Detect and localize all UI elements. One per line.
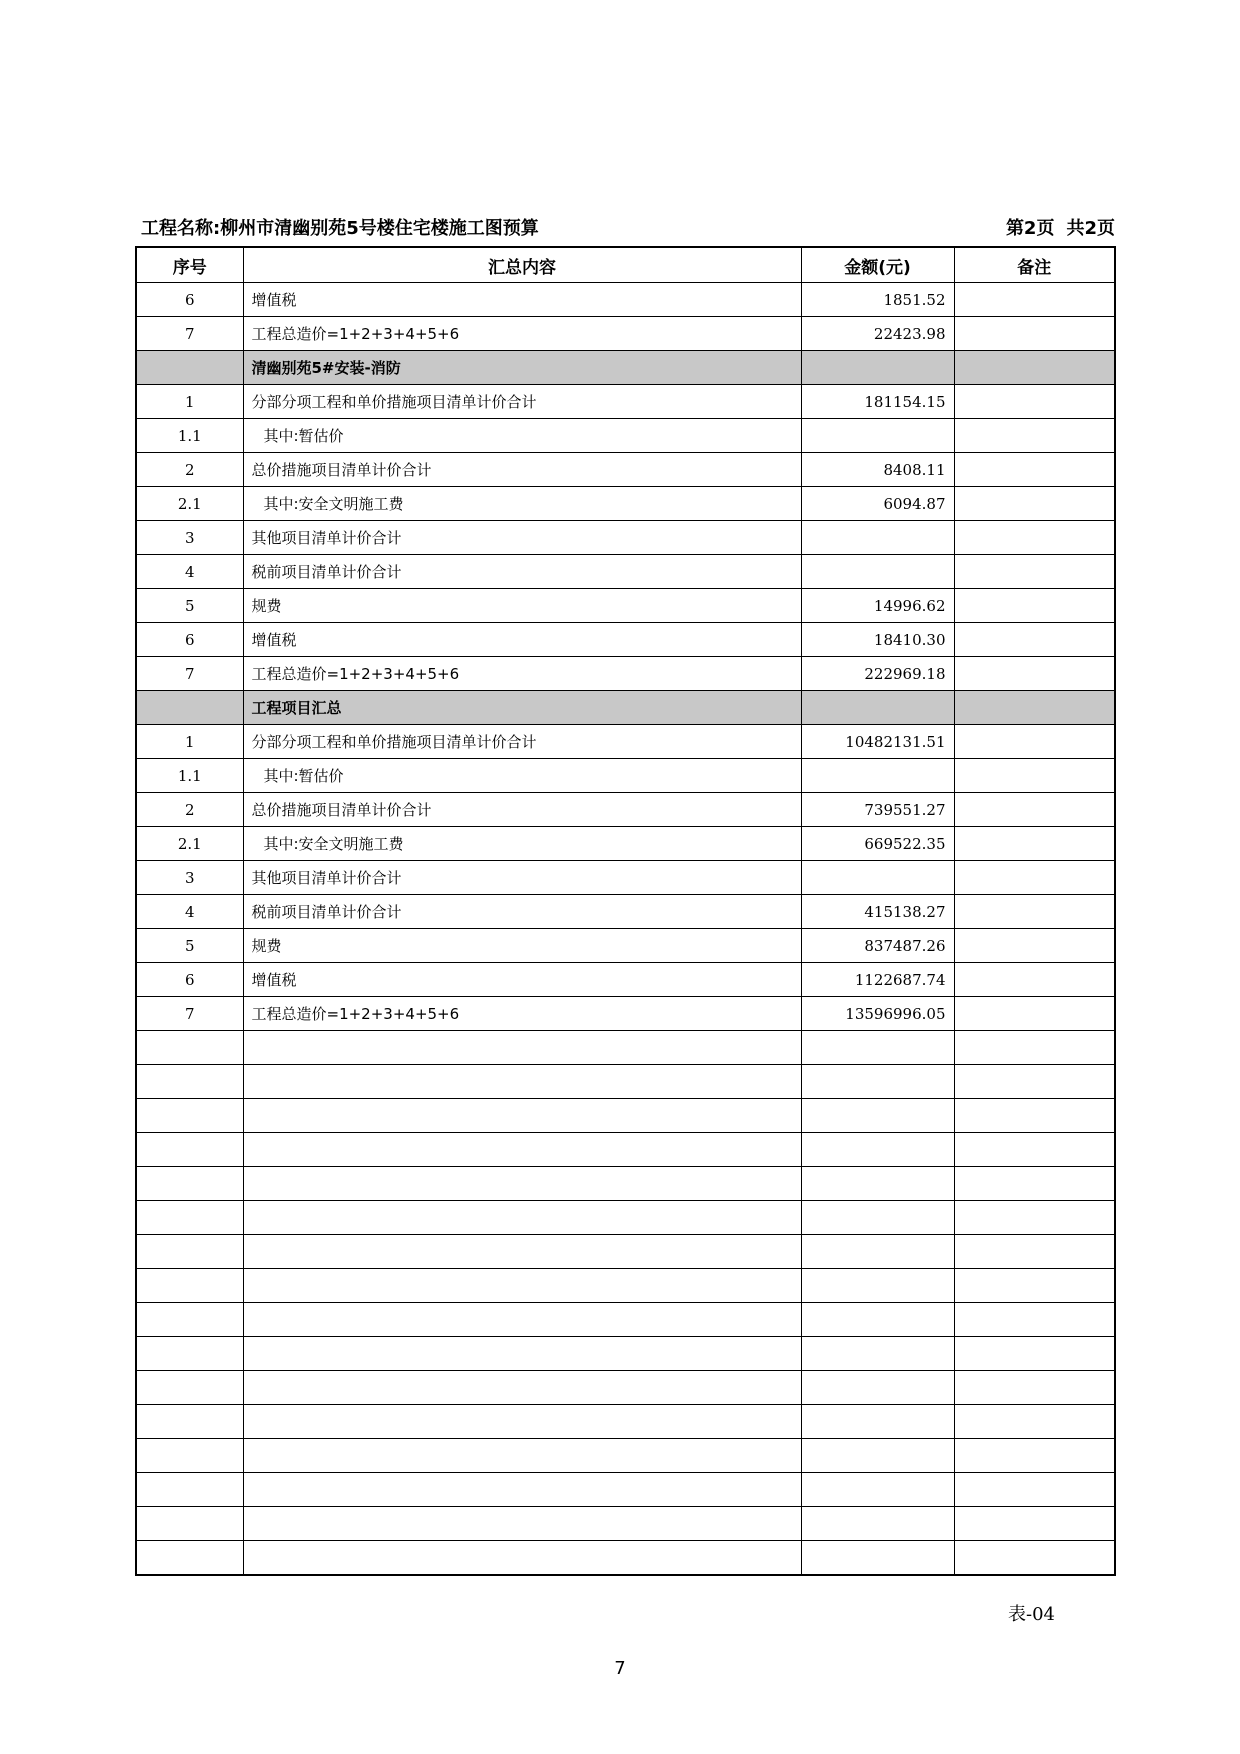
cell-seq (136, 1303, 243, 1337)
cell-seq (136, 351, 243, 385)
form-number: 表-04 (1008, 1604, 1055, 1625)
cell-amount (801, 1201, 954, 1235)
table-row (136, 487, 1115, 521)
cell-amount: 6094.87 (801, 487, 954, 521)
cell-seq: 7 (136, 317, 243, 351)
cell-content (243, 1473, 801, 1507)
table-row (136, 419, 1115, 453)
cell-seq: 2 (136, 793, 243, 827)
table-row (136, 589, 1115, 623)
project-title: 工程名称:柳州市清幽别苑5号楼住宅楼施工图预算 (141, 218, 539, 239)
cell-note (954, 1031, 1115, 1065)
cell-seq (136, 691, 243, 725)
cell-content: 增值税 (243, 283, 801, 317)
cell-content (243, 1201, 801, 1235)
cell-content (243, 1235, 801, 1269)
cell-note (954, 1405, 1115, 1439)
cell-amount: 18410.30 (801, 623, 954, 657)
cell-note (954, 1371, 1115, 1405)
table-row (136, 997, 1115, 1031)
cell-amount (801, 1439, 954, 1473)
table-row (136, 385, 1115, 419)
cell-amount: 669522.35 (801, 827, 954, 861)
cell-amount: 222969.18 (801, 657, 954, 691)
cell-content: 其中:安全文明施工费 (243, 827, 801, 861)
column-header-amount: 金额(元) (801, 247, 954, 283)
cell-note (954, 555, 1115, 589)
page-info (1006, 214, 1115, 240)
cell-amount (801, 1167, 954, 1201)
table-row (136, 1473, 1115, 1507)
section-row (136, 351, 1115, 385)
cell-content (243, 1439, 801, 1473)
table-row (136, 555, 1115, 589)
cell-seq (136, 1473, 243, 1507)
cell-amount (801, 1065, 954, 1099)
cell-amount (801, 1099, 954, 1133)
cell-content: 规费 (243, 929, 801, 963)
section-row (136, 691, 1115, 725)
cell-seq (136, 1099, 243, 1133)
cell-seq: 1 (136, 725, 243, 759)
cell-content (243, 1167, 801, 1201)
table-row (136, 1303, 1115, 1337)
table-header-row (136, 247, 1115, 283)
table-row (136, 929, 1115, 963)
cell-content (243, 1541, 801, 1576)
cell-seq: 4 (136, 895, 243, 929)
cell-amount: 14996.62 (801, 589, 954, 623)
cell-content (243, 1031, 801, 1065)
cell-note (954, 895, 1115, 929)
cell-amount (801, 1507, 954, 1541)
cell-note (954, 827, 1115, 861)
cell-amount: 1122687.74 (801, 963, 954, 997)
cell-note (954, 1303, 1115, 1337)
cell-amount (801, 1303, 954, 1337)
cell-note (954, 1473, 1115, 1507)
cell-seq: 6 (136, 283, 243, 317)
cell-seq: 6 (136, 963, 243, 997)
cell-note (954, 1269, 1115, 1303)
cell-content: 其中:暂估价 (243, 759, 801, 793)
document-header (137, 214, 1115, 242)
cell-note (954, 521, 1115, 555)
cell-content: 税前项目清单计价合计 (243, 895, 801, 929)
cell-content: 其中:安全文明施工费 (243, 487, 801, 521)
cell-content: 工程总造价=1+2+3+4+5+6 (243, 317, 801, 351)
table-row (136, 283, 1115, 317)
cell-seq (136, 1065, 243, 1099)
cell-note (954, 385, 1115, 419)
cell-content (243, 1303, 801, 1337)
cell-seq: 1 (136, 385, 243, 419)
cell-seq: 2.1 (136, 827, 243, 861)
cell-seq (136, 1439, 243, 1473)
page-total: 共2页 (1066, 218, 1115, 239)
cell-seq: 4 (136, 555, 243, 589)
table-row (136, 453, 1115, 487)
cell-note (954, 1201, 1115, 1235)
table-row (136, 1337, 1115, 1371)
cell-seq (136, 1133, 243, 1167)
column-header-seq: 序号 (136, 247, 243, 283)
cell-amount (801, 521, 954, 555)
cell-note (954, 691, 1115, 725)
cell-seq (136, 1371, 243, 1405)
cell-seq (136, 1269, 243, 1303)
cell-note (954, 997, 1115, 1031)
cell-amount (801, 1337, 954, 1371)
cell-note (954, 1167, 1115, 1201)
cell-content: 规费 (243, 589, 801, 623)
cell-note (954, 1337, 1115, 1371)
cell-note (954, 453, 1115, 487)
cell-seq (136, 1031, 243, 1065)
cell-seq: 1.1 (136, 419, 243, 453)
cell-amount (801, 1235, 954, 1269)
cell-content: 其中:暂估价 (243, 419, 801, 453)
cell-seq (136, 1201, 243, 1235)
cell-note (954, 589, 1115, 623)
cell-seq: 7 (136, 657, 243, 691)
cell-content: 分部分项工程和单价措施项目清单计价合计 (243, 385, 801, 419)
table-row (136, 1405, 1115, 1439)
cell-seq: 6 (136, 623, 243, 657)
cell-amount (801, 1541, 954, 1576)
table-row (136, 1133, 1115, 1167)
cell-content: 增值税 (243, 623, 801, 657)
summary-table (135, 246, 1116, 1576)
page-current: 第2页 (1005, 218, 1055, 239)
cell-content: 工程总造价=1+2+3+4+5+6 (243, 657, 801, 691)
table-row (136, 895, 1115, 929)
cell-note (954, 317, 1115, 351)
cell-seq: 7 (136, 997, 243, 1031)
cell-content (243, 1507, 801, 1541)
cell-amount (801, 1405, 954, 1439)
cell-content: 增值税 (243, 963, 801, 997)
table-row (136, 1031, 1115, 1065)
cell-content: 分部分项工程和单价措施项目清单计价合计 (243, 725, 801, 759)
cell-amount (801, 1371, 954, 1405)
cell-note (954, 419, 1115, 453)
cell-content: 税前项目清单计价合计 (243, 555, 801, 589)
cell-note (954, 1099, 1115, 1133)
cell-content: 工程项目汇总 (243, 691, 801, 725)
table-row (136, 793, 1115, 827)
cell-note (954, 725, 1115, 759)
cell-note (954, 861, 1115, 895)
cell-content (243, 1099, 801, 1133)
cell-amount (801, 759, 954, 793)
cell-amount (801, 1473, 954, 1507)
cell-content (243, 1405, 801, 1439)
table-row (136, 521, 1115, 555)
cell-amount: 8408.11 (801, 453, 954, 487)
table-row (136, 657, 1115, 691)
cell-content (243, 1133, 801, 1167)
cell-seq: 3 (136, 861, 243, 895)
cell-amount: 22423.98 (801, 317, 954, 351)
cell-note (954, 623, 1115, 657)
cell-amount (801, 861, 954, 895)
cell-seq (136, 1405, 243, 1439)
cell-amount: 837487.26 (801, 929, 954, 963)
page-number: 7 (614, 1658, 626, 1679)
cell-amount (801, 419, 954, 453)
table-row (136, 1439, 1115, 1473)
cell-note (954, 657, 1115, 691)
cell-note (954, 1439, 1115, 1473)
cell-content: 清幽别苑5#安装-消防 (243, 351, 801, 385)
cell-amount: 739551.27 (801, 793, 954, 827)
cell-amount: 13596996.05 (801, 997, 954, 1031)
cell-seq (136, 1235, 243, 1269)
cell-seq (136, 1167, 243, 1201)
table-row (136, 827, 1115, 861)
cell-seq (136, 1541, 243, 1576)
column-header-note: 备注 (954, 247, 1115, 283)
cell-content: 其他项目清单计价合计 (243, 521, 801, 555)
cell-amount (801, 1031, 954, 1065)
cell-seq (136, 1507, 243, 1541)
cell-amount: 1851.52 (801, 283, 954, 317)
cell-note (954, 793, 1115, 827)
cell-note (954, 1507, 1115, 1541)
cell-note (954, 487, 1115, 521)
table-row (136, 1167, 1115, 1201)
table-row (136, 1541, 1115, 1576)
table-row (136, 623, 1115, 657)
cell-note (954, 1065, 1115, 1099)
cell-amount (801, 351, 954, 385)
table-row (136, 963, 1115, 997)
table-row (136, 317, 1115, 351)
table-row (136, 1269, 1115, 1303)
cell-amount: 415138.27 (801, 895, 954, 929)
table-row (136, 759, 1115, 793)
cell-content: 总价措施项目清单计价合计 (243, 453, 801, 487)
cell-amount: 181154.15 (801, 385, 954, 419)
cell-content (243, 1269, 801, 1303)
cell-content (243, 1065, 801, 1099)
cell-note (954, 1541, 1115, 1576)
table-body (136, 283, 1115, 1576)
cell-content (243, 1337, 801, 1371)
table-row (136, 725, 1115, 759)
cell-seq: 2 (136, 453, 243, 487)
cell-seq: 5 (136, 589, 243, 623)
cell-seq: 2.1 (136, 487, 243, 521)
cell-content: 工程总造价=1+2+3+4+5+6 (243, 997, 801, 1031)
cell-amount (801, 1269, 954, 1303)
table-row (136, 1507, 1115, 1541)
cell-amount: 10482131.51 (801, 725, 954, 759)
table-row (136, 1371, 1115, 1405)
cell-content (243, 1371, 801, 1405)
cell-seq (136, 1337, 243, 1371)
column-header-content: 汇总内容 (243, 247, 801, 283)
cell-amount (801, 691, 954, 725)
cell-note (954, 1235, 1115, 1269)
cell-note (954, 759, 1115, 793)
cell-amount (801, 555, 954, 589)
table-row (136, 1235, 1115, 1269)
cell-note (954, 351, 1115, 385)
cell-note (954, 929, 1115, 963)
cell-content: 其他项目清单计价合计 (243, 861, 801, 895)
cell-content: 总价措施项目清单计价合计 (243, 793, 801, 827)
table-row (136, 1099, 1115, 1133)
table-row (136, 1065, 1115, 1099)
cell-note (954, 963, 1115, 997)
cell-seq: 5 (136, 929, 243, 963)
table-row (136, 861, 1115, 895)
cell-amount (801, 1133, 954, 1167)
cell-seq: 3 (136, 521, 243, 555)
table-row (136, 1201, 1115, 1235)
cell-seq: 1.1 (136, 759, 243, 793)
cell-note (954, 1133, 1115, 1167)
cell-note (954, 283, 1115, 317)
